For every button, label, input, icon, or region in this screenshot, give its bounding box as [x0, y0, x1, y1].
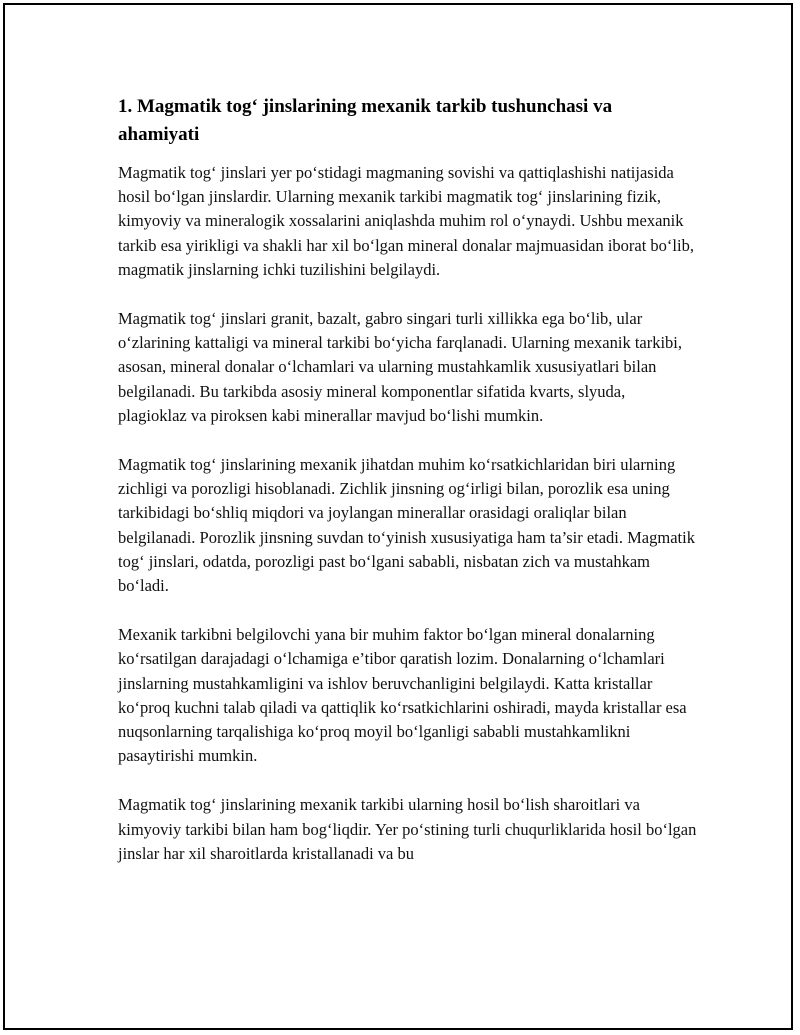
section-heading: 1. Magmatik tog‘ jinslarining mexanik tarkib tushunchasi va ahamiyati [118, 96, 613, 145]
paragraph-4: Mexanik tarkibni belgilovchi yana bir muhim faktor bo‘lgan mineral donalarning ko‘rsatilgan darajadagi o‘lchamiga e’tibor qaratish lozim. Donalarning o‘lchamlari jinslarning mustahkamligini va ishlov beruvchanligini belgilaydi. Katta kristallar ko‘proq kuchni talab qiladi va qattiqlik ko‘rsatkichlarini oshiradi, mayda kristallar esa nuqsonlarning tarqalishiga ko‘proq moyil bo‘lganligi sababli mustahkamlikni pasaytirishi mumkin. [118, 625, 687, 766]
paragraph-2: Magmatik tog‘ jinslari granit, bazalt, gabro singari turli xillikka ega bo‘lib, ular o‘zlarining kattaligi va mineral tarkibi bo‘yicha farqlanadi. Ularning mexanik tarkibi, asosan, mineral donalar o‘lchamlari va ularning mustahkamlik xususiyatlari bilan belgilanadi. Bu tarkibda asosiy mineral komponentlar sifatida kvarts, slyuda, plagioklaz va piroksen kabi minerallar mavjud bo‘lishi mumkin. [118, 309, 683, 425]
paragraph-1: Magmatik tog‘ jinslari yer po‘stidagi magmaning sovishi va qattiqlashishi natijasida hosil bo‘lgan jinslardir. Ularning mexanik tarkibi magmatik tog‘ jinslarining fizik, kimyoviy va mineralogik xossalarini aniqlashda muhim rol o‘ynaydi. Ushbu mexanik tarkib esa yirikligi va shakli har xil bo‘lgan mineral donalar majmuasidan iborat bo‘lib, magmatik jinslarning ichki tuzilishini belgilaydi. [118, 163, 694, 279]
document-body [118, 93, 698, 891]
paragraph-3: Magmatik tog‘ jinslarining mexanik jihatdan muhim ko‘rsatkichlaridan biri ularning zichligi va porozligi hisoblanadi. Zichlik jinsning og‘irligi bilan, porozlik esa uning tarkibidagi bo‘shliq miqdori va joylangan minerallar orasidagi oraliqlar bilan belgilanadi. Porozlik jinsning suvdan to‘yinish xususiyatiga ham ta’sir etadi. Magmatik tog‘ jinslari, odatda, porozligi past bo‘lgani sababli, nisbatan zich va mustahkam bo‘ladi. [118, 455, 695, 596]
paragraph-5: Magmatik tog‘ jinslarining mexanik tarkibi ularning hosil bo‘lish sharoitlari va kimyoviy tarkibi bilan ham bog‘liqdir. Yer po‘stining turli chuqurliklarida hosil bo‘lgan jinslar har xil sharoitlarda kristallanadi va bu [118, 795, 697, 863]
